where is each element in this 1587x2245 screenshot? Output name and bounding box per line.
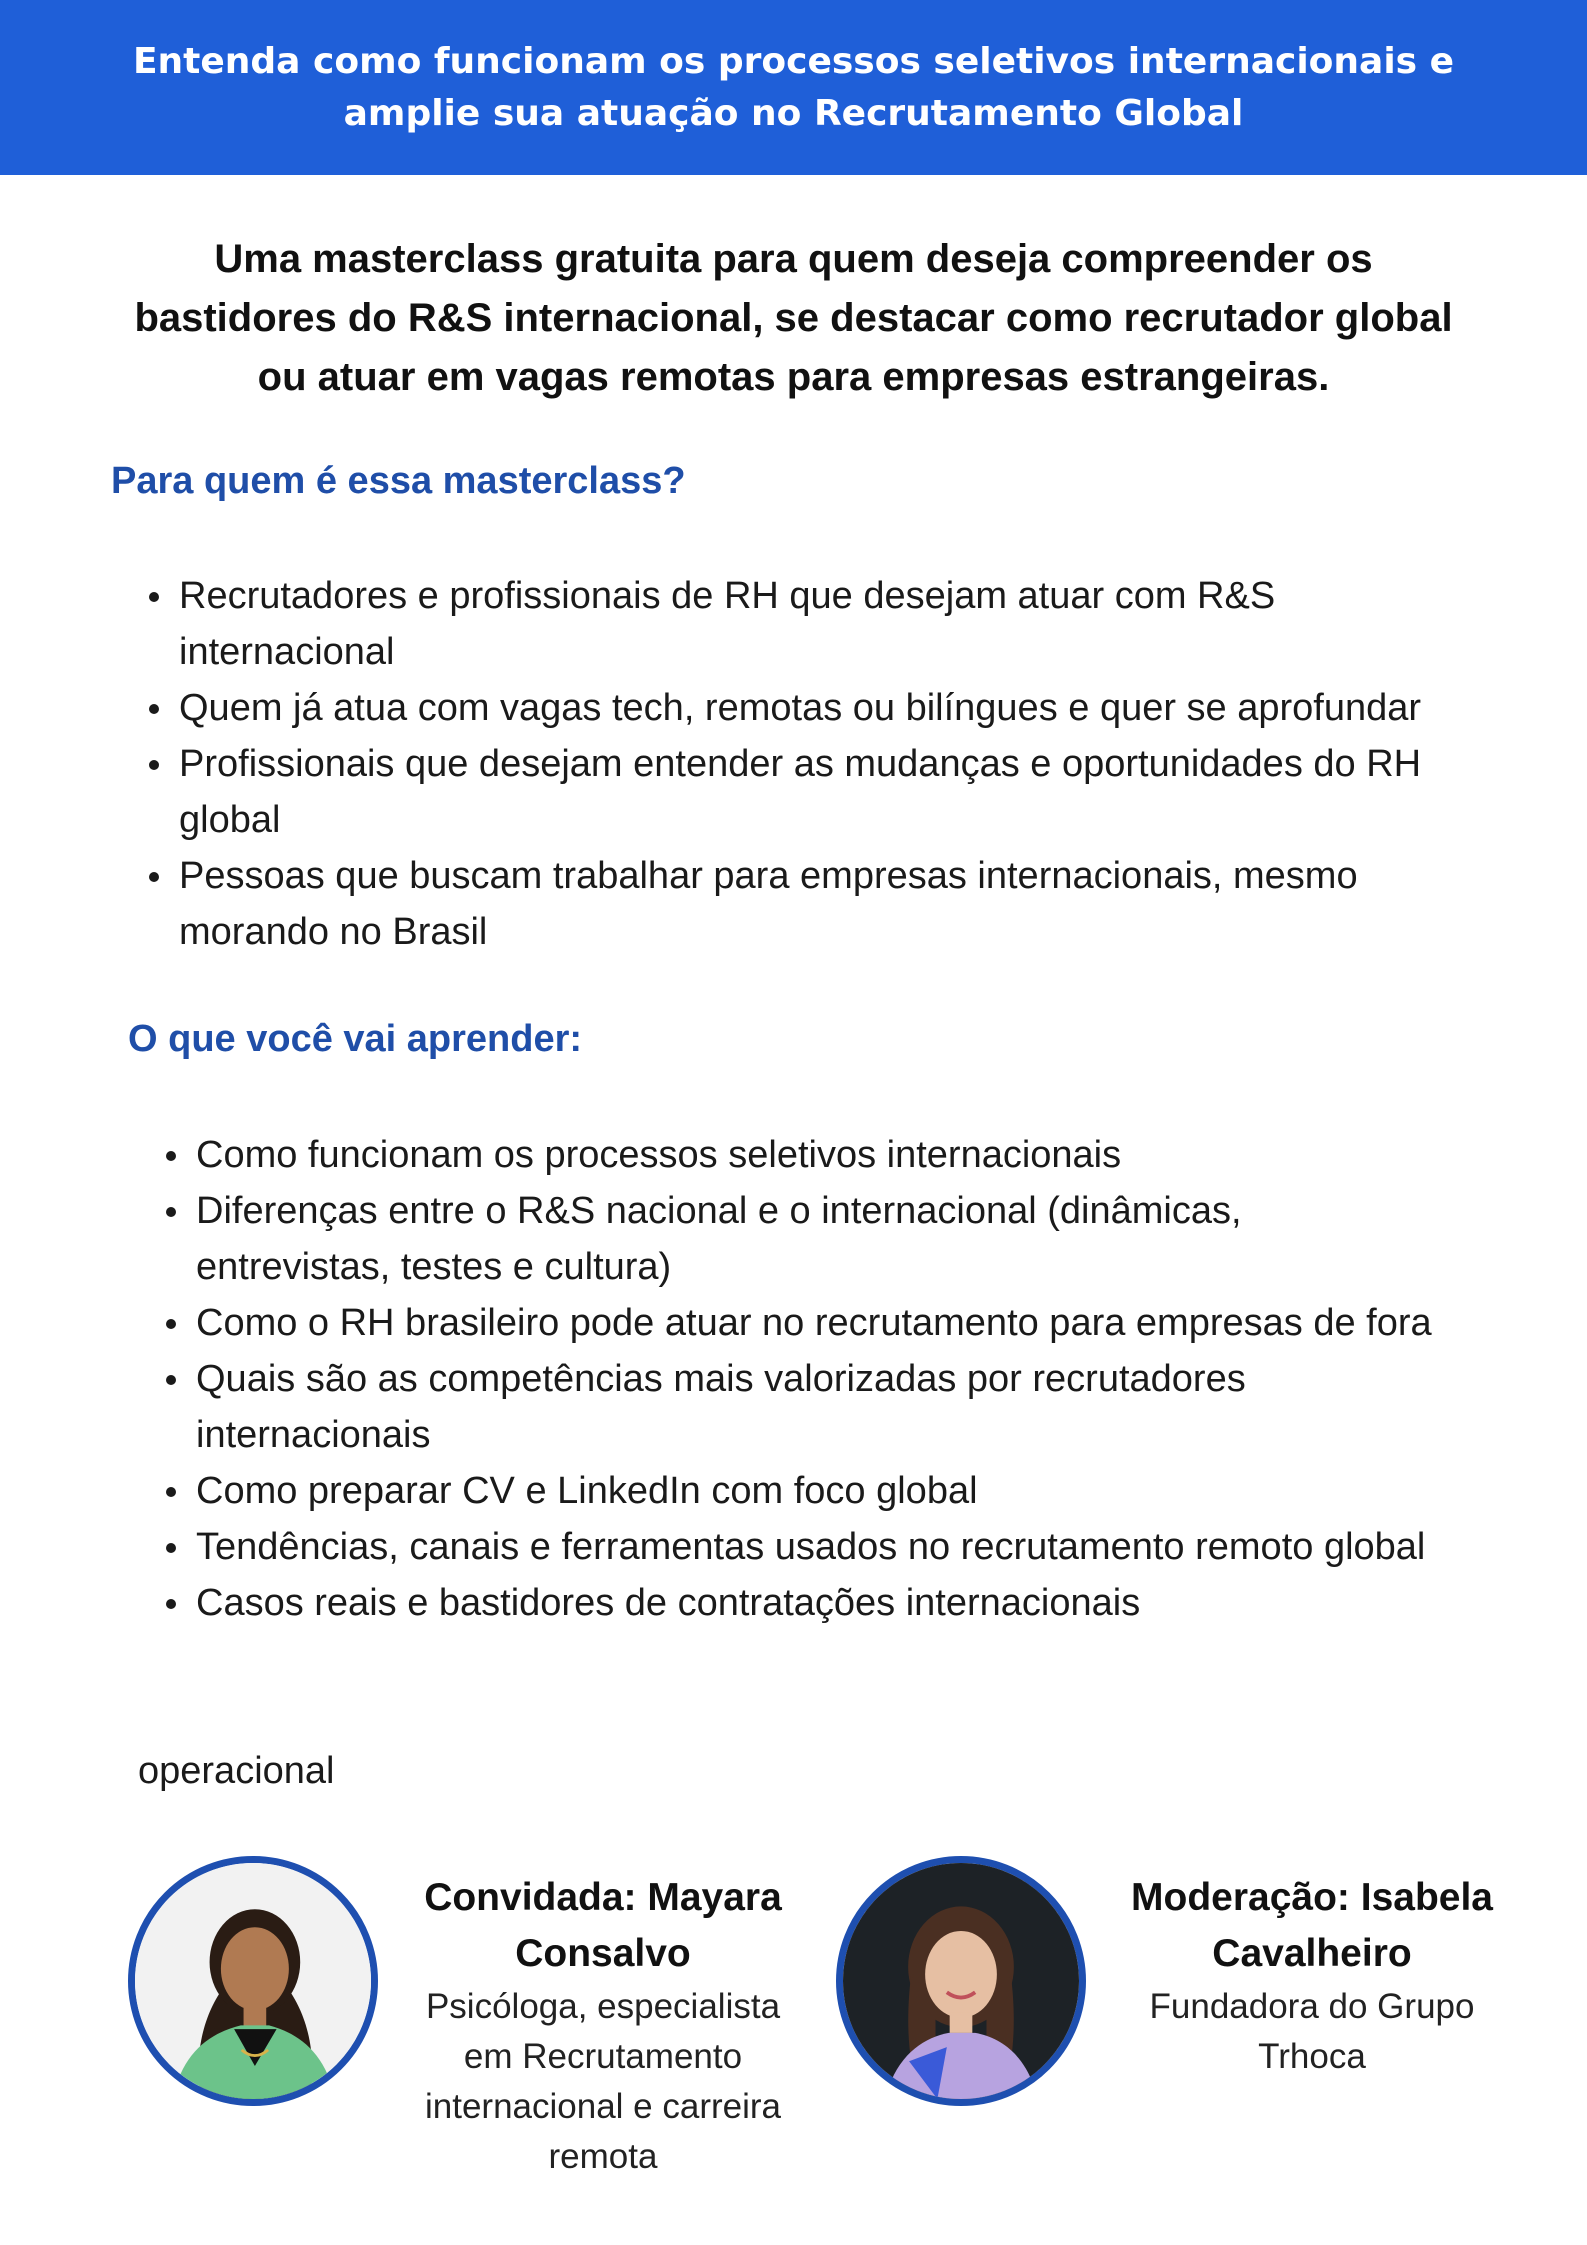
learn-list bbox=[162, 1127, 1462, 1631]
speaker-desc-line: Trhoca bbox=[1258, 2037, 1366, 2076]
list-item: Como funcionam os processos seletivos internacionais bbox=[162, 1127, 1462, 1183]
header-title-line-2: amplie sua atuação no Recrutamento Global bbox=[343, 92, 1244, 134]
list-item: Recrutadores e profissionais de RH que desejam atuar com R&S internacional bbox=[145, 568, 1329, 680]
speaker-desc-line: Psicóloga, especialista bbox=[425, 1987, 781, 2026]
speaker-desc-line: Fundadora do Grupo bbox=[1149, 1987, 1475, 2026]
speaker-desc-line: em Recrutamento bbox=[463, 2037, 743, 2076]
learn-title: O que você vai aprender: bbox=[128, 1018, 583, 1060]
header-banner bbox=[0, 0, 1587, 175]
trailing-text: operacional bbox=[138, 1750, 335, 1792]
intro-line-1: Uma masterclass gratuita para quem deseja compreender os bbox=[214, 237, 1373, 281]
header-title-line-1: Entenda como funcionam os processos seletivos internacionais e bbox=[132, 40, 1455, 82]
list-item: Como o RH brasileiro pode atuar no recrutamento para empresas de fora bbox=[162, 1295, 1456, 1351]
audience-list bbox=[145, 568, 1505, 960]
speaker-moderator bbox=[1112, 1870, 1512, 2082]
list-item: Quais são as competências mais valorizadas por recrutadores internacionais bbox=[162, 1351, 1346, 1463]
speaker-desc-line: remota bbox=[548, 2137, 658, 2176]
audience-title: Para quem é essa masterclass? bbox=[111, 460, 686, 502]
speaker-guest bbox=[393, 1870, 813, 2182]
list-item: Casos reais e bastidores de contratações internacionais bbox=[162, 1575, 1462, 1631]
list-item: Profissionais que desejam entender as mudanças e oportunidades do RH global bbox=[145, 736, 1479, 848]
intro-line-2: bastidores do R&S internacional, se destacar como recrutador global bbox=[134, 296, 1453, 340]
avatar-isabela bbox=[836, 1856, 1086, 2106]
list-item: Quem já atua com vagas tech, remotas ou bilíngues e quer se aprofundar bbox=[145, 680, 1505, 736]
intro-line-3: ou atuar em vagas remotas para empresas estrangeiras. bbox=[257, 355, 1330, 399]
speaker-name-line-2: Cavalheiro bbox=[1212, 1932, 1412, 1975]
list-item: Pessoas que buscam trabalhar para empresas internacionais, mesmo morando no Brasil bbox=[145, 848, 1479, 960]
speaker-name-line-1: Convidada: Mayara bbox=[424, 1876, 782, 1919]
speaker-desc-line: internacional e carreira bbox=[424, 2087, 781, 2126]
speaker-name-line-1: Moderação: Isabela bbox=[1131, 1876, 1493, 1919]
intro-text bbox=[110, 230, 1477, 407]
speaker-name-line-2: Consalvo bbox=[515, 1932, 691, 1975]
list-item: Como preparar CV e LinkedIn com foco global bbox=[162, 1463, 1462, 1519]
portrait-photo-icon bbox=[135, 1863, 371, 2099]
list-item: Tendências, canais e ferramentas usados no recrutamento remoto global bbox=[162, 1519, 1446, 1575]
portrait-photo-icon bbox=[843, 1863, 1079, 2099]
list-item: Diferenças entre o R&S nacional e o internacional (dinâmicas, entrevistas, testes e cultura) bbox=[162, 1183, 1346, 1295]
avatar-mayara bbox=[128, 1856, 378, 2106]
